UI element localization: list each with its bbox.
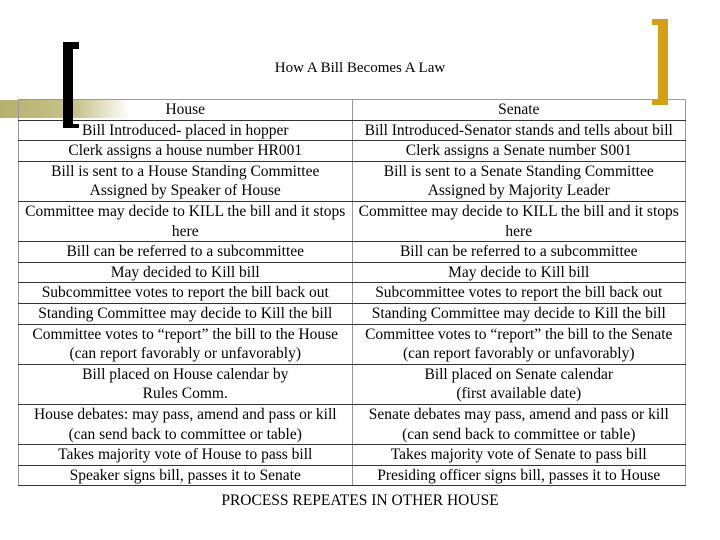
table-row <box>19 445 686 466</box>
house-cell: Committee may decide to KILL the bill and it stops here <box>19 201 353 241</box>
house-cell: House debates: may pass, amend and pass or kill (can send back to committee or table) <box>19 404 353 444</box>
table-row <box>19 324 686 364</box>
column-header-house: House <box>19 100 353 121</box>
house-cell: Standing Committee may decide to Kill the bill <box>19 303 353 324</box>
house-cell: Bill Introduced- placed in hopper <box>19 120 353 141</box>
house-cell: Clerk assigns a house number HR001 <box>19 141 353 162</box>
house-cell: Speaker signs bill, passes it to Senate <box>19 465 353 486</box>
table-row <box>19 404 686 444</box>
column-header-senate: Senate <box>352 100 686 121</box>
senate-cell: Subcommittee votes to report the bill back out <box>352 283 686 304</box>
senate-cell: Bill is sent to a Senate Standing Committee Assigned by Majority Leader <box>352 161 686 201</box>
senate-cell: Bill Introduced-Senator stands and tells about bill <box>352 120 686 141</box>
bill-process-table <box>18 99 686 486</box>
decorative-bracket-left <box>63 42 73 128</box>
table-row <box>19 283 686 304</box>
house-cell: Bill can be referred to a subcommittee <box>19 242 353 263</box>
senate-cell: Bill placed on Senate calendar (first available date) <box>352 364 686 404</box>
table-row <box>19 303 686 324</box>
table-row <box>19 201 686 241</box>
senate-cell: Committee votes to “report” the bill to the Senate (can report favorably or unfavorably) <box>352 324 686 364</box>
slide-title: How A Bill Becomes A Law <box>274 60 446 76</box>
table-row <box>19 242 686 263</box>
senate-cell: Clerk assigns a Senate number S001 <box>352 141 686 162</box>
senate-cell: Standing Committee may decide to Kill the bill <box>352 303 686 324</box>
senate-cell: May decide to Kill bill <box>352 262 686 283</box>
decorative-bracket-right <box>658 19 668 105</box>
table-row <box>19 364 686 404</box>
house-cell: May decided to Kill bill <box>19 262 353 283</box>
senate-cell: Committee may decide to KILL the bill and it stops here <box>352 201 686 241</box>
table-row <box>19 141 686 162</box>
house-cell: Takes majority vote of House to pass bill <box>19 445 353 466</box>
table-row <box>19 120 686 141</box>
house-cell: Bill placed on House calendar by Rules Comm. <box>19 364 353 404</box>
senate-cell: Presiding officer signs bill, passes it to House <box>352 465 686 486</box>
table-row <box>19 465 686 486</box>
house-cell: Bill is sent to a House Standing Committee Assigned by Speaker of House <box>19 161 353 201</box>
senate-cell: Bill can be referred to a subcommittee <box>352 242 686 263</box>
senate-cell: Takes majority vote of Senate to pass bill <box>352 445 686 466</box>
house-cell: Committee votes to “report” the bill to the House (can report favorably or unfavorably) <box>19 324 353 364</box>
table-row <box>19 161 686 201</box>
house-cell: Subcommittee votes to report the bill back out <box>19 283 353 304</box>
table-header-row <box>19 100 686 121</box>
footer-note: PROCESS REPEATES IN OTHER HOUSE <box>221 492 499 509</box>
senate-cell: Senate debates may pass, amend and pass or kill (can send back to committee or table) <box>352 404 686 444</box>
table-row <box>19 262 686 283</box>
